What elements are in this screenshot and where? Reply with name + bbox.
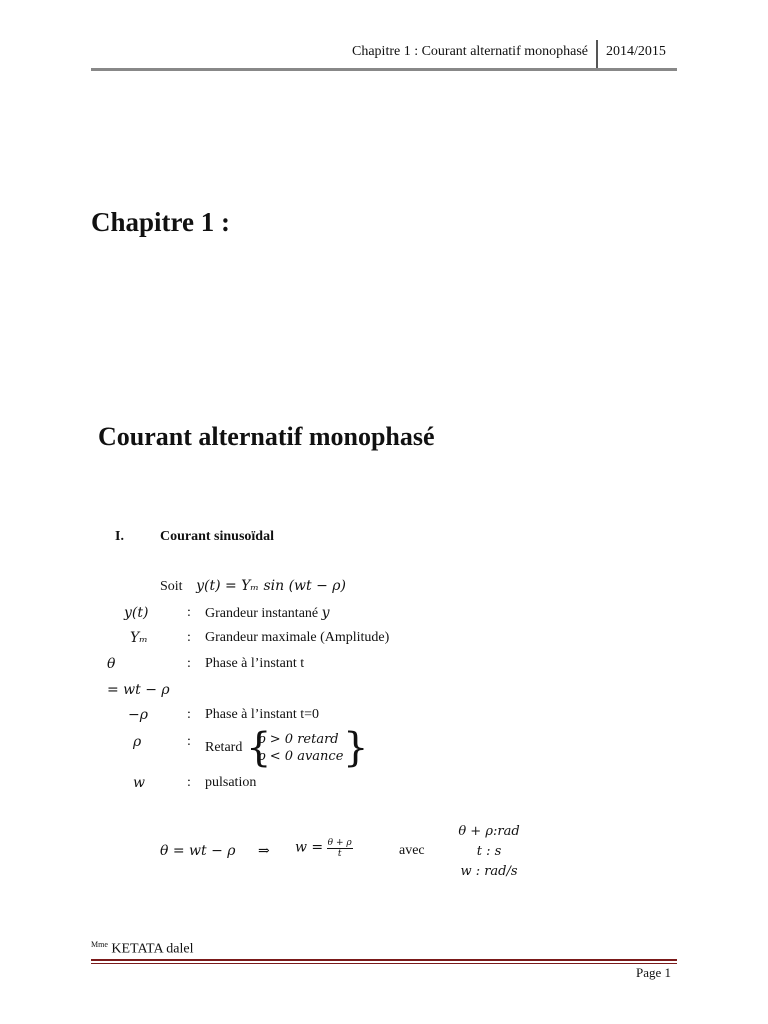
def-colon: : xyxy=(187,707,191,722)
unit-w: w : rad/s xyxy=(460,864,518,879)
avec-label: avec xyxy=(399,843,425,858)
def-desc: Phase à l’instant t xyxy=(205,656,305,671)
units-block xyxy=(444,822,534,882)
def-desc-math: y xyxy=(321,605,330,621)
soit-label: Soit xyxy=(160,579,183,594)
section-title: Courant sinusoïdal xyxy=(160,529,274,544)
unit-t: t : s xyxy=(476,844,502,859)
w-equals: w = xyxy=(295,839,324,856)
main-title: Courant alternatif monophasé xyxy=(98,422,435,451)
author-surname: KETATA dalel xyxy=(107,941,194,957)
def-symbol-ym: Yₘ xyxy=(130,630,148,646)
page-number: Page 1 xyxy=(636,965,672,980)
relation-lhs: θ = wt − ρ xyxy=(160,843,236,859)
header-rule xyxy=(91,68,677,71)
def-desc: Grandeur maximale (Amplitude) xyxy=(205,630,390,645)
right-brace: } xyxy=(343,725,369,771)
formula-line xyxy=(160,578,346,595)
retard-case-negative: ρ < 0 avance xyxy=(258,749,344,764)
def-symbol-w: w xyxy=(133,775,145,791)
fraction xyxy=(327,838,353,859)
fraction-denominator: t xyxy=(337,849,342,859)
retard-case-positive: ρ > 0 retard xyxy=(258,732,339,747)
header-year: 2014/2015 xyxy=(606,44,666,59)
section-number: I. xyxy=(115,529,124,544)
chapter-title: Chapitre 1 : xyxy=(91,207,230,237)
left-brace: { xyxy=(246,725,272,771)
header-separator xyxy=(596,40,598,71)
def-colon: : xyxy=(187,775,191,790)
footer-rule xyxy=(91,959,677,961)
unit-theta-rho: θ + ρ:rad xyxy=(458,824,520,839)
def-symbol-theta: θ xyxy=(107,656,116,672)
def-colon: : xyxy=(187,734,191,749)
author-title: Mme xyxy=(91,940,108,949)
def-desc: Phase à l’instant t=0 xyxy=(205,707,320,722)
def-symbol-theta-continued: = wt − ρ xyxy=(107,682,170,698)
def-desc-text: Grandeur instantané xyxy=(205,606,322,621)
implies-arrow: ⇒ xyxy=(258,844,270,859)
def-desc xyxy=(205,605,330,622)
def-symbol-minus-rho: −ρ xyxy=(128,707,148,723)
def-symbol-y-t: y(t) xyxy=(124,605,149,621)
header-chapter: Chapitre 1 : Courant alternatif monophasé xyxy=(352,44,588,59)
def-symbol-rho: ρ xyxy=(133,734,142,750)
def-colon: : xyxy=(187,630,191,645)
def-desc: pulsation xyxy=(205,775,257,790)
footer-rule-thin xyxy=(91,963,677,964)
def-colon: : xyxy=(187,656,191,671)
fraction-numerator: θ + ρ xyxy=(327,838,352,848)
w-equation xyxy=(295,838,353,859)
def-colon: : xyxy=(187,605,191,620)
author-name xyxy=(91,940,194,958)
retard-label: Retard xyxy=(205,740,243,755)
formula-expression: y(t) = Yₘ sin (wt − ρ) xyxy=(196,578,346,594)
